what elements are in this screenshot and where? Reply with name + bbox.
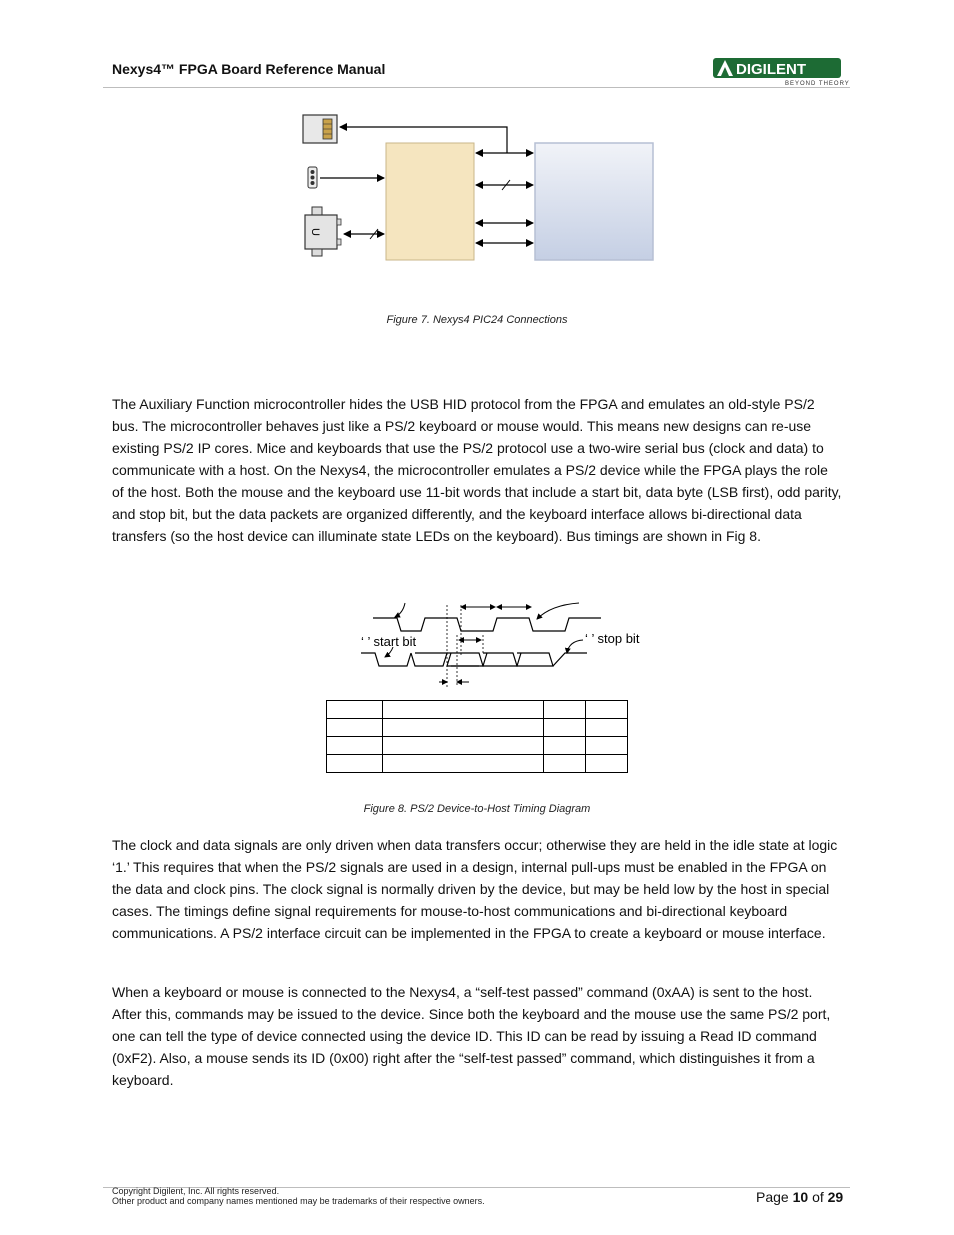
footer-legal [112,1186,485,1206]
clock-waveform [373,618,601,631]
table-row [327,719,628,737]
table-cell [383,719,544,737]
table-cell [383,701,544,719]
timing-table [326,700,628,773]
table-cell [544,719,586,737]
stop-bit-leader [567,640,583,653]
figure8-timing-diagram [355,595,640,690]
paragraph-signal-driving: The clock and data signals are only driven when data transfers occur; otherwise they are held in the idle state at logic ‘1.’ This requires that when the PS/2 signals are used in a design, internal pull-ups must be enabled in the FPGA on the data and clock pins. The clock signal is normally driven by the device, but may be held low by the host in special cases. The timings define signal requirements for mouse-to-host communications and bi-directional keyboard communications. A PS/2 interface circuit can be implemented in the FPGA to create a keyboard or mouse interface. [112,837,838,941]
paragraph-device-id: When a keyboard or mouse is connected to the Nexys4, a “self-test passed” command (0xAA) is sent to the host. After this, commands may be issued to the device. Since both the keyboard and the mouse use the same PS/2 port, one can tell the type of device connected using the device ID. This ID can be read by issuing a Read ID command (0xF2). Also, a mouse sends its ID (0x00) right after the “self-test passed” command, which distinguishes it from a keyboard. [112,984,831,1088]
table-row [327,737,628,755]
page-of: of [812,1189,824,1205]
figure7-diagram [290,105,670,270]
table-cell [586,701,628,719]
table-row [327,755,628,773]
page-total: 29 [827,1189,844,1205]
page-prefix: Page [756,1189,789,1205]
figure7-caption: Figure 7. Nexys4 PIC24 Connections [386,314,568,326]
table-row [327,701,628,719]
table-cell [327,701,383,719]
header-divider [103,87,850,88]
table-cell [544,755,586,773]
stop-bit-label: ‘ ’ stop bit [585,631,640,646]
paragraph-ps2-overview: The Auxiliary Function microcontroller hides the USB HID protocol from the FPGA and emulates an old-style PS/2 bus. The microcontroller behaves just like a PS/2 keyboard or mouse would. This means new designs can re-use existing PS/2 IP cores. Mice and keyboards that use the PS/2 protocol use a two-wire serial bus (clock and data) to communicate with a host. On the Nexys4, the microcontroller emulates a PS/2 device while the FPGA plays the role of the host. Both the mouse and the keyboard use 11-bit words that include a start bit, data byte (LSB first), odd parity, and stop bit, but the data packets are organized differently, and the keyboard interface allows bi-directional data transfers (so the host device can illuminate state LEDs on the keyboard). Bus timings are shown in Fig 8. [112,396,842,544]
start-bit-label: ‘ ’ start bit [361,634,417,649]
table-cell [327,719,383,737]
clock-leader-right [537,603,579,619]
digilent-logo [713,56,850,87]
table-cell [544,701,586,719]
table-cell [327,755,383,773]
table-cell [327,737,383,755]
page-number [756,1189,843,1205]
logo-text: DIGILENT [736,61,806,78]
table-cell [544,737,586,755]
pic24-block [386,143,474,260]
footer-copyright: Copyright Digilent, Inc. All rights reserved. [112,1186,280,1196]
page-current: 10 [792,1189,809,1205]
figure8-caption: Figure 8. PS/2 Device-to-Host Timing Diagram [363,803,591,815]
table-cell [586,755,628,773]
logo-tagline: BEYOND THEORY [785,81,850,87]
footer-trademark: Other product and company names mentioned may be trademarks of their respective owners. [112,1196,485,1206]
sd-card-icon [303,115,337,143]
fpga-block [535,143,653,260]
document-title: Nexys4™ FPGA Board Reference Manual [112,61,386,77]
clock-leader [395,603,405,617]
table-cell [383,737,544,755]
table-cell [383,755,544,773]
usb-connector-icon [305,207,341,256]
data-waveform [361,653,587,666]
table-cell [586,719,628,737]
table-cell [586,737,628,755]
jumper-icon [308,167,317,188]
usb-symbol: U [309,228,321,236]
digilent-logo-graphic [713,56,850,87]
